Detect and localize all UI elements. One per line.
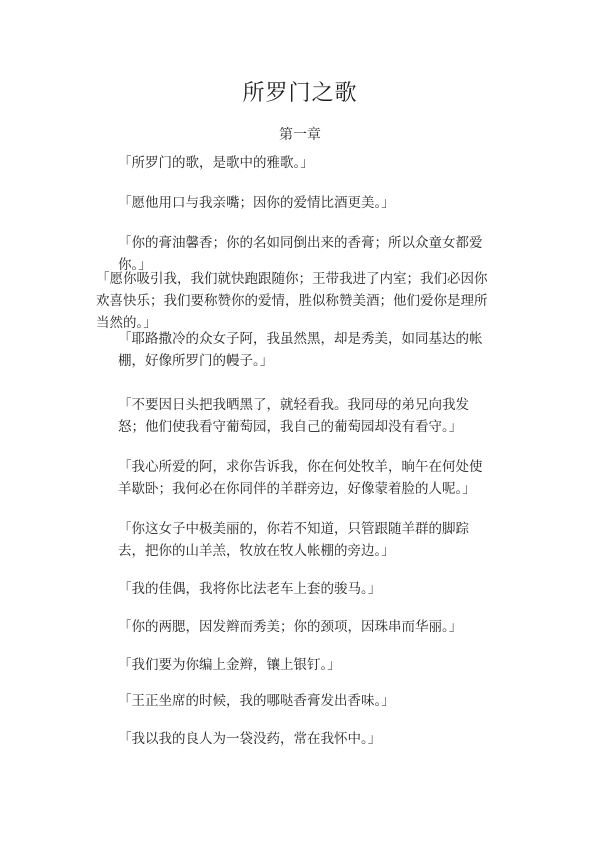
verse-2: 「愿他用口与我亲嘴；因你的爱情比酒更美。」 bbox=[118, 195, 395, 211]
chapter-heading: 第一章 bbox=[279, 127, 321, 143]
verse-4: 「愿你吸引我，我们就快跑跟随你；王带我进了内室；我们必因你欢喜快乐；我们要称赞你的爱情，胜似称赞美酒；他们爱你是理所当然的。」 bbox=[96, 271, 488, 331]
verse-1: 「所罗门的歌，是歌中的雅歌。」 bbox=[118, 155, 314, 171]
verse-5: 「耶路撒冷的众女子阿，我虽然黑，却是秀美，如同基达的帐棚，好像所罗门的幔子。」 bbox=[118, 331, 483, 369]
verse-12: 「王正坐席的时候，我的哪哒香膏发出香味。」 bbox=[118, 693, 395, 709]
document-title: 所罗门之歌 bbox=[242, 81, 358, 106]
verse-3: 「你的膏油馨香；你的名如同倒出来的香膏；所以众童女都爱你。」 bbox=[118, 235, 483, 273]
verse-9: 「我的佳偶，我将你比法老车上套的骏马。」 bbox=[118, 581, 382, 597]
verse-7: 「我心所爱的阿，求你告诉我，你在何处牧羊，晌午在何处使羊歇卧；我何必在你同伴的羊群旁边，好像蒙着脸的人呢。」 bbox=[118, 459, 483, 497]
verse-8: 「你这女子中极美丽的，你若不知道，只管跟随羊群的脚踪去，把你的山羊羔，牧放在牧人帐棚的旁边。」 bbox=[118, 521, 469, 559]
verse-13: 「我以我的良人为一袋没药，常在我怀中。」 bbox=[118, 731, 382, 747]
verse-6: 「不要因日头把我晒黑了，就轻看我。我同母的弟兄向我发怒；他们使我看守葡萄园，我自己的葡萄园却没有看守。」 bbox=[118, 397, 469, 435]
verse-10: 「你的两腮，因发辫而秀美；你的颈项，因珠串而华丽。」 bbox=[118, 619, 463, 635]
verse-11: 「我们要为你编上金辫，镶上银钉。」 bbox=[118, 657, 341, 673]
